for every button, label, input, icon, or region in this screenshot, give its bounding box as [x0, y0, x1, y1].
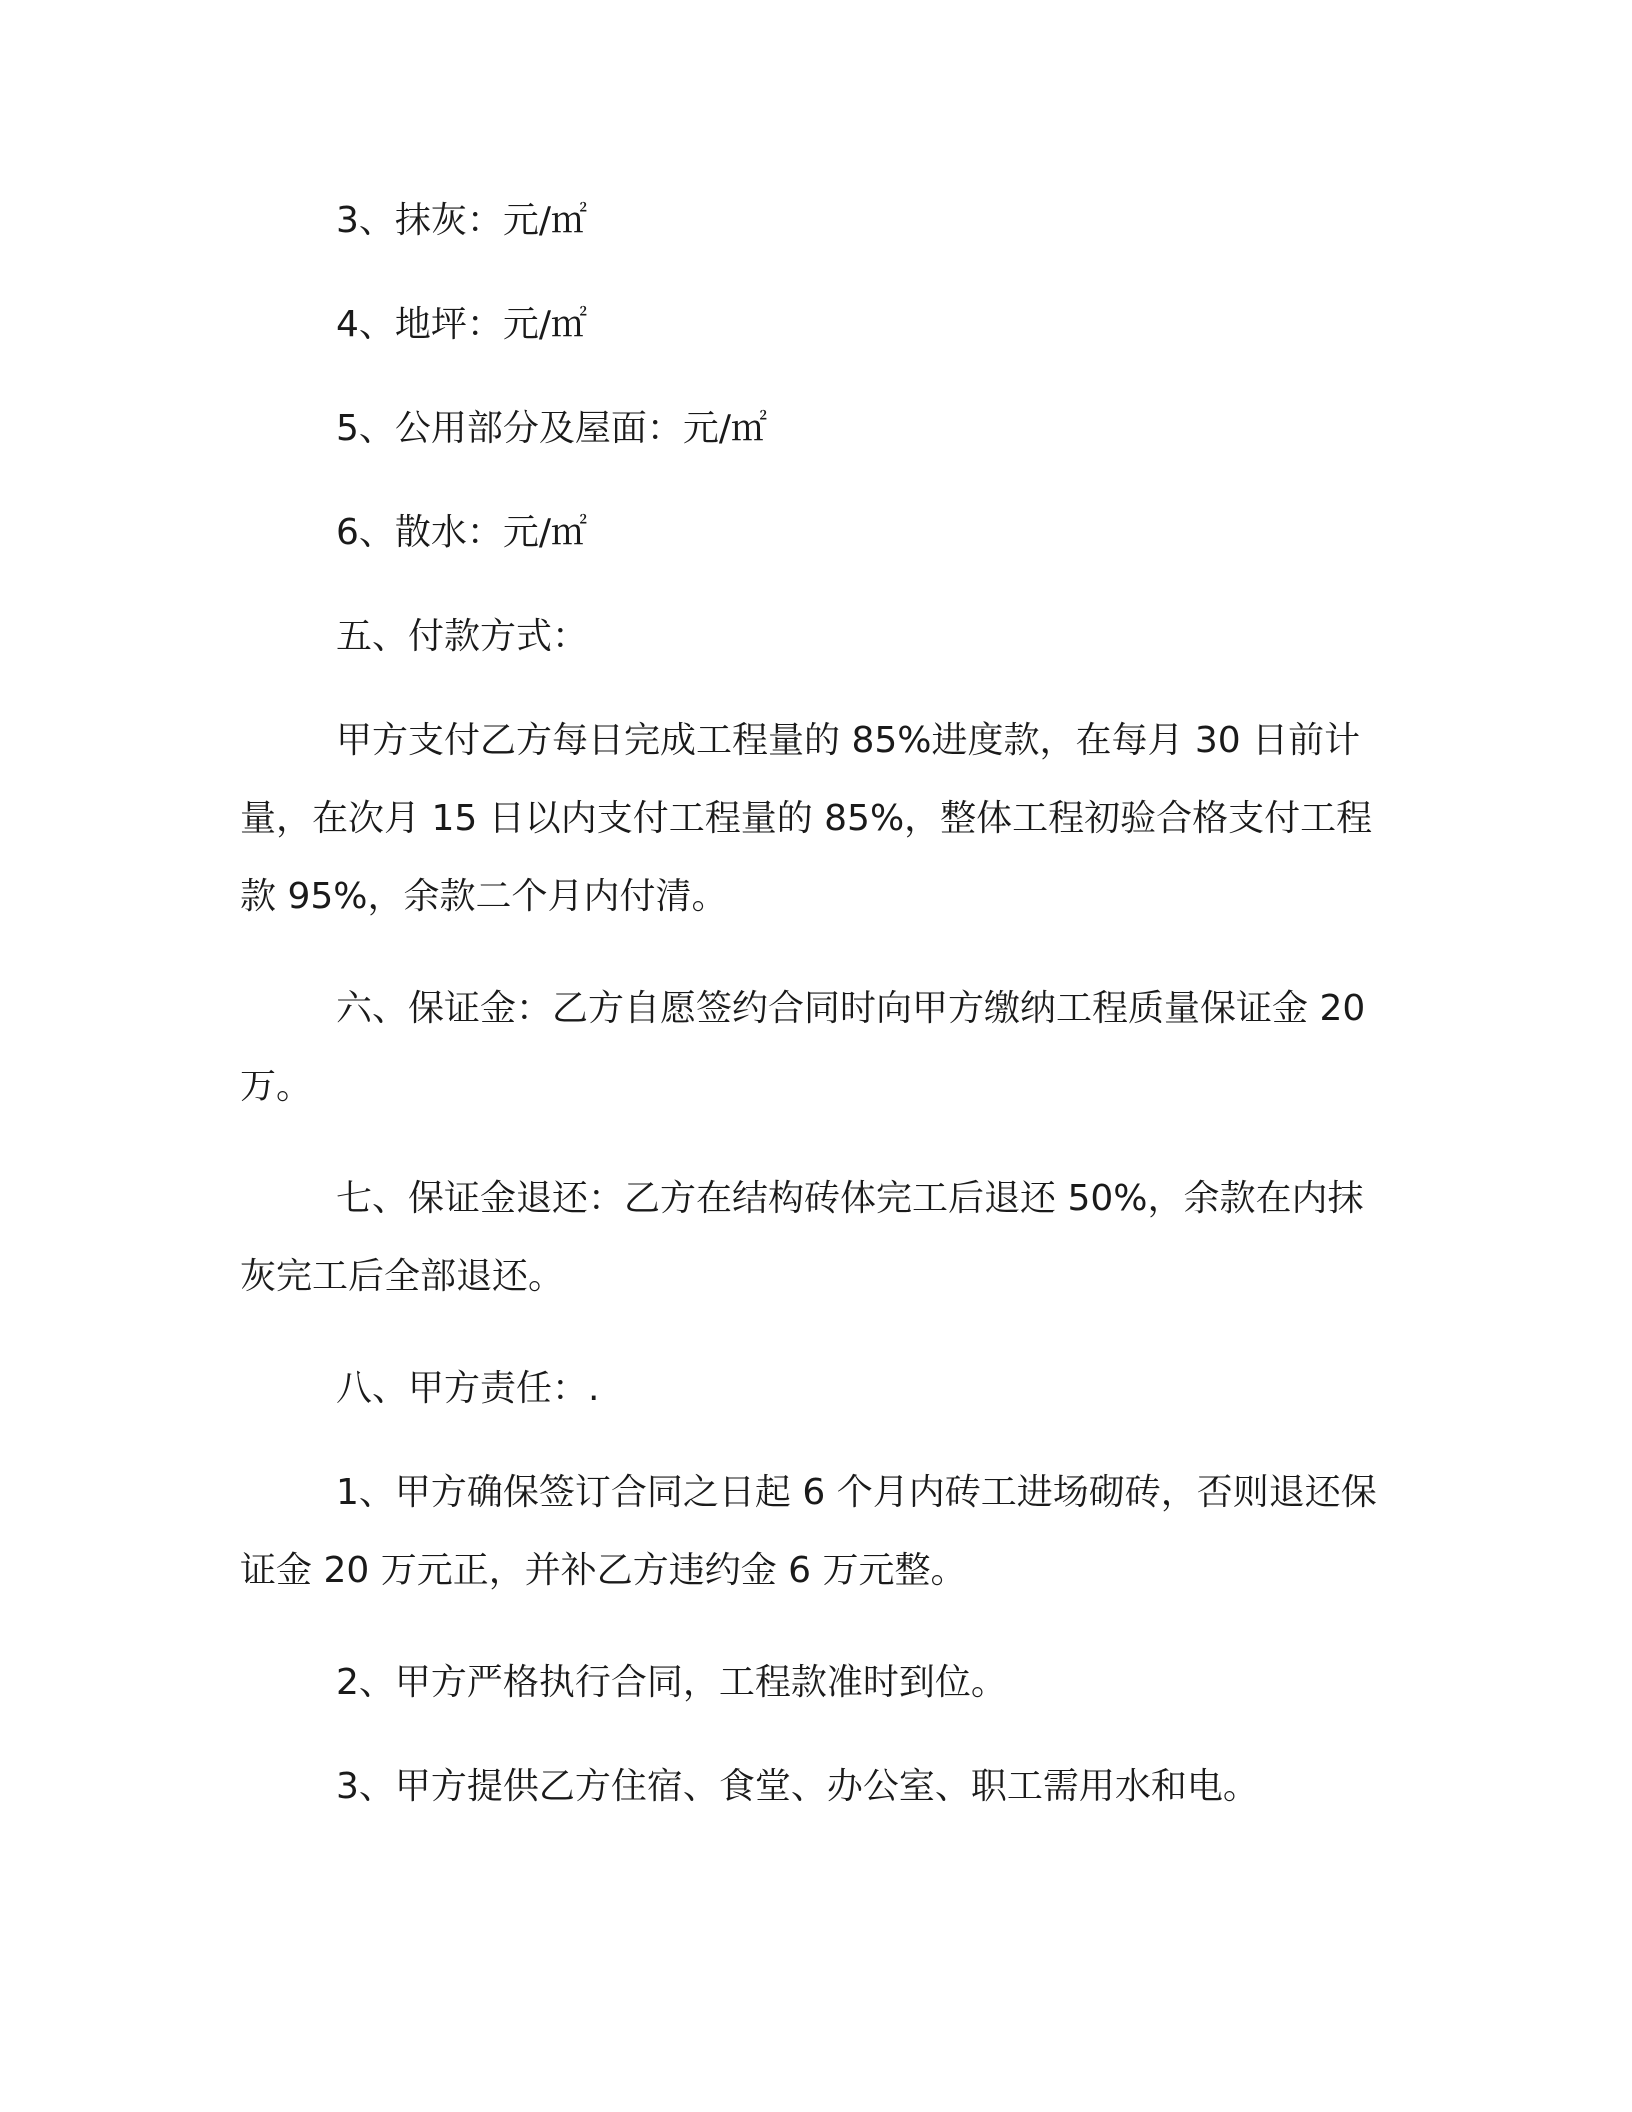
payment-terms-paragraph: 甲方支付乙方每日完成工程量的 85%进度款，在每月 30 日前计量，在次月 15 日以内支付工程量的 85%，整体工程初验合格支付工程款 95%，余款二个月内付清。	[240, 720, 1373, 917]
price-item-drainage: 6、散水：元/㎡	[336, 512, 588, 553]
section-heading-party-a-duties: 八、甲方责任：.	[336, 1368, 600, 1409]
document-body	[240, 182, 1390, 1852]
party-a-duty-item: 2、甲方严格执行合同，工程款准时到位。	[336, 1662, 1007, 1703]
party-a-duty-item: 1、甲方确保签订合同之日起 6 个月内砖工进场砌砖，否则退还保证金 20 万元正，并补乙方违约金 6 万元整。	[240, 1472, 1377, 1591]
party-a-duty-item: 3、甲方提供乙方住宿、食堂、办公室、职工需用水和电。	[336, 1766, 1259, 1807]
section-heading-payment: 五、付款方式：	[336, 616, 589, 657]
price-item-public-roof: 5、公用部分及屋面：元/㎡	[336, 408, 768, 449]
price-item-floor: 4、地坪：元/㎡	[336, 304, 588, 345]
deposit-paragraph: 六、保证金：乙方自愿签约合同时向甲方缴纳工程质量保证金 20 万。	[240, 988, 1366, 1107]
price-item-plastering: 3、抹灰：元/㎡	[336, 200, 588, 241]
deposit-refund-paragraph: 七、保证金退还：乙方在结构砖体完工后退还 50%，余款在内抹灰完工后全部退还。	[240, 1178, 1364, 1297]
